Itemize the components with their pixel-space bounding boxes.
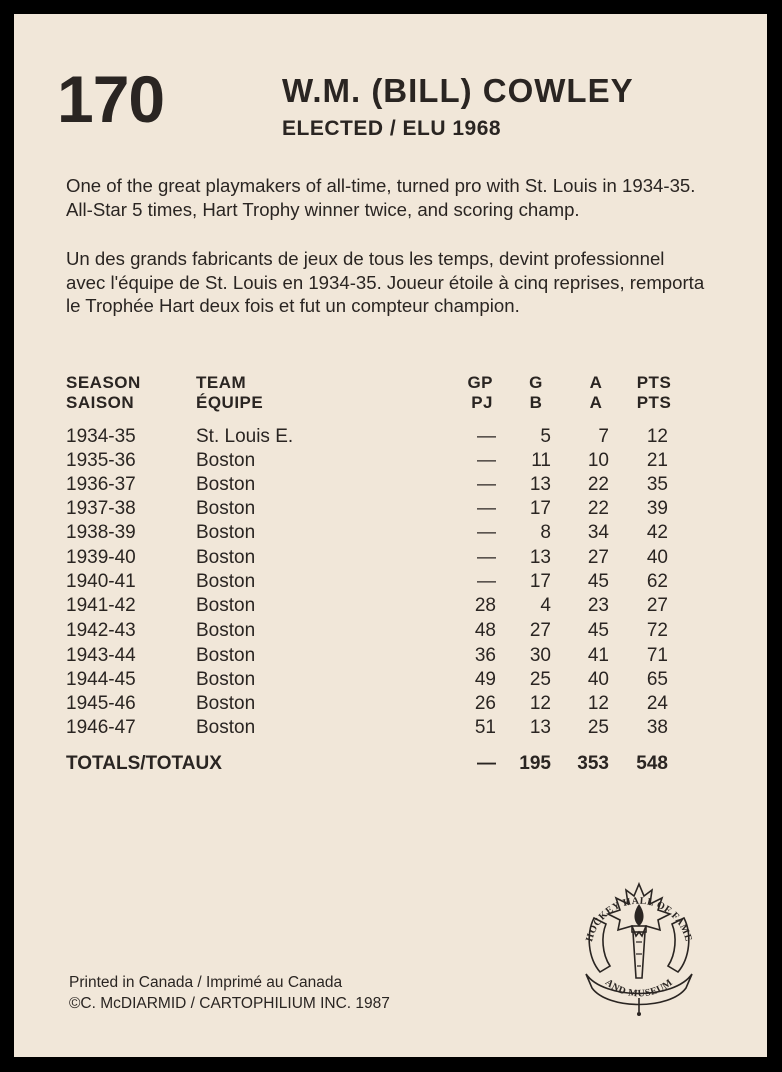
cell-a: 7 <box>598 426 609 447</box>
cell-season: 1943-44 <box>66 645 136 666</box>
header-pts-fr: PTS <box>636 393 672 412</box>
cell-a: 12 <box>587 693 609 714</box>
cell-g: 27 <box>529 620 551 641</box>
header-season <box>66 373 141 413</box>
header-a-fr: A <box>589 393 603 412</box>
cell-pts: 65 <box>646 669 668 690</box>
cell-g: 11 <box>531 450 551 471</box>
header-a <box>586 373 606 413</box>
totals-g: 195 <box>519 753 551 774</box>
cell-season: 1942-43 <box>66 620 136 641</box>
cell-g: 17 <box>529 571 551 592</box>
table-row <box>14 645 767 669</box>
player-name: W.M. (BILL) COWLEY <box>282 72 634 109</box>
cell-pts: 39 <box>646 498 668 519</box>
cell-g: 13 <box>529 717 551 738</box>
cell-team: St. Louis E. <box>196 426 294 447</box>
cell-team: Boston <box>196 547 256 568</box>
cell-g: 13 <box>529 474 551 495</box>
cell-gp: — <box>477 498 496 519</box>
copyright: ©C. McDIARMID / CARTOPHILIUM INC. 1987 <box>69 995 390 1012</box>
cell-pts: 24 <box>646 693 668 714</box>
cell-gp: 28 <box>474 595 496 616</box>
header-team-fr: ÉQUIPE <box>196 393 264 412</box>
cell-gp: — <box>477 474 496 495</box>
cell-pts: 21 <box>646 450 668 471</box>
bio-english: One of the great playmakers of all-time, turned pro with St. Louis in 1934-35. All-Star 5 times, Hart Trophy winner twice, and scoring champ. <box>66 175 696 220</box>
cell-pts: 12 <box>646 426 668 447</box>
cell-team: Boston <box>196 498 256 519</box>
header-gp-fr: PJ <box>471 393 493 412</box>
cell-a: 22 <box>587 474 609 495</box>
table-row <box>14 498 767 522</box>
header-gp-en: GP <box>467 373 493 392</box>
header-g-fr: B <box>529 393 543 412</box>
cell-season: 1938-39 <box>66 522 136 543</box>
cell-season: 1934-35 <box>66 426 136 447</box>
totals-a: 353 <box>577 753 609 774</box>
cell-gp: 49 <box>474 669 496 690</box>
header-team-en: TEAM <box>196 373 247 392</box>
cell-a: 45 <box>587 620 609 641</box>
cell-a: 22 <box>587 498 609 519</box>
cell-a: 25 <box>587 717 609 738</box>
cell-pts: 72 <box>646 620 668 641</box>
hockey-hall-of-fame-crest-icon <box>574 874 704 1016</box>
cell-gp: 36 <box>474 645 496 666</box>
cell-a: 40 <box>587 669 609 690</box>
table-row <box>14 547 767 571</box>
cell-gp: 26 <box>474 693 496 714</box>
hockey-card-back <box>14 14 767 1057</box>
cell-gp: — <box>477 450 496 471</box>
cell-pts: 38 <box>646 717 668 738</box>
cell-g: 13 <box>529 547 551 568</box>
table-row <box>14 693 767 717</box>
logo-text-top: HOCKEY HALL OF FAME <box>584 895 694 943</box>
cell-gp: 48 <box>474 620 496 641</box>
elected-year: ELECTED / ELU 1968 <box>282 117 502 140</box>
header-season-en: SEASON <box>66 373 141 392</box>
cell-gp: — <box>477 547 496 568</box>
cell-team: Boston <box>196 450 256 471</box>
cell-pts: 71 <box>646 645 668 666</box>
totals-gp: — <box>477 753 496 774</box>
cell-a: 41 <box>587 645 609 666</box>
cell-team: Boston <box>196 595 256 616</box>
table-row <box>14 450 767 474</box>
svg-text:AND MUSEUM <box>603 977 675 1000</box>
cell-g: 5 <box>540 426 551 447</box>
table-row <box>14 620 767 644</box>
totals-label: TOTALS/TOTAUX <box>66 753 222 774</box>
cell-team: Boston <box>196 645 256 666</box>
cell-g: 30 <box>529 645 551 666</box>
cell-season: 1935-36 <box>66 450 136 471</box>
header-pts-en: PTS <box>636 373 672 392</box>
header-team <box>196 373 263 413</box>
printed-in: Printed in Canada / Imprimé au Canada <box>69 974 343 991</box>
card-number: 170 <box>57 62 165 136</box>
cell-season: 1936-37 <box>66 474 136 495</box>
cell-g: 17 <box>529 498 551 519</box>
cell-gp: 51 <box>474 717 496 738</box>
header-g-en: G <box>529 373 543 392</box>
cell-a: 45 <box>587 571 609 592</box>
header-gp <box>467 373 493 413</box>
cell-pts: 27 <box>646 595 668 616</box>
cell-a: 27 <box>587 547 609 568</box>
cell-gp: — <box>477 571 496 592</box>
logo-text-bottom: AND MUSEUM <box>602 977 676 1000</box>
cell-team: Boston <box>196 571 256 592</box>
table-row <box>14 474 767 498</box>
cell-team: Boston <box>196 522 256 543</box>
table-row <box>14 595 767 619</box>
cell-season: 1937-38 <box>66 498 136 519</box>
cell-gp: — <box>477 426 496 447</box>
cell-g: 25 <box>529 669 551 690</box>
header-pts <box>634 373 674 413</box>
cell-pts: 62 <box>646 571 668 592</box>
header-season-fr: SAISON <box>66 393 135 412</box>
cell-a: 10 <box>587 450 609 471</box>
cell-a: 23 <box>587 595 609 616</box>
cell-gp: — <box>477 522 496 543</box>
header-g <box>526 373 546 413</box>
cell-g: 8 <box>540 522 551 543</box>
cell-season: 1946-47 <box>66 717 136 738</box>
cell-team: Boston <box>196 620 256 641</box>
cell-pts: 40 <box>646 547 668 568</box>
bio-french: Un des grands fabricants de jeux de tous les temps, devint professionnel avec l'équipe de St. Louis en 1934-35. Joueur étoile à cinq reprises, remporta le Trophée Hart deux fois et fut un compteur champion. <box>66 248 705 316</box>
cell-g: 12 <box>529 693 551 714</box>
cell-season: 1939-40 <box>66 547 136 568</box>
cell-team: Boston <box>196 474 256 495</box>
cell-team: Boston <box>196 693 256 714</box>
cell-season: 1941-42 <box>66 595 136 616</box>
cell-team: Boston <box>196 717 256 738</box>
cell-season: 1940-41 <box>66 571 136 592</box>
cell-a: 34 <box>587 522 609 543</box>
cell-season: 1945-46 <box>66 693 136 714</box>
table-row <box>14 571 767 595</box>
totals-pts: 548 <box>636 753 668 774</box>
header-a-en: A <box>589 373 603 392</box>
table-row <box>14 669 767 693</box>
cell-pts: 35 <box>646 474 668 495</box>
table-row <box>14 426 767 450</box>
table-row <box>14 717 767 741</box>
cell-g: 4 <box>540 595 551 616</box>
cell-season: 1944-45 <box>66 669 136 690</box>
cell-pts: 42 <box>646 522 668 543</box>
table-row <box>14 522 767 546</box>
cell-team: Boston <box>196 669 256 690</box>
